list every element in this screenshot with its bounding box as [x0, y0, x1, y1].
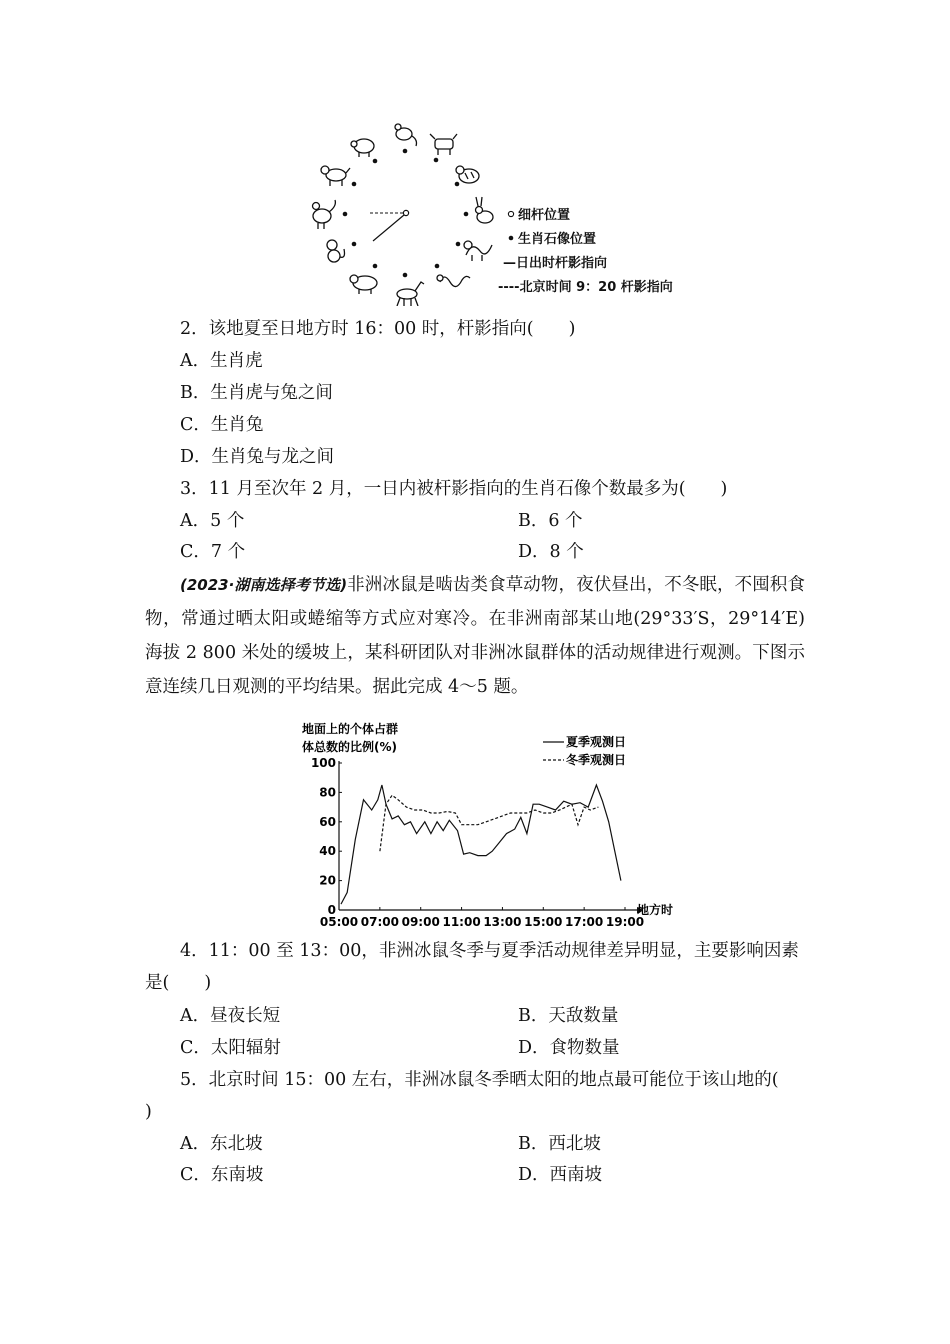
q4-option-c[interactable]: C．太阳辐射: [180, 1038, 281, 1058]
y-tick-label: 80: [319, 785, 336, 800]
q5-option-d[interactable]: D．西南坡: [518, 1165, 603, 1185]
legend-sunrise: —日出时杆影指向: [503, 256, 608, 271]
monkey-statue-icon: [327, 240, 345, 262]
q3-stem: 3．11 月至次年 2 月，一日内被杆影指向的生肖石像个数最多为( ): [180, 479, 728, 499]
rat-statue-icon: [395, 124, 417, 146]
rabbit-statue-icon: [476, 197, 494, 223]
q2-stem: 2．该地夏至日地方时 16：00 时，杆影指向( ): [180, 319, 576, 339]
dragon-statue-icon: [464, 241, 492, 261]
y-tick-label: 60: [319, 814, 336, 829]
legend-statue: 生肖石像位置: [518, 232, 597, 247]
x-tick-label: 07:00: [360, 915, 399, 929]
q3-option-a[interactable]: A．5 个: [180, 511, 245, 531]
y-tick-label: 20: [319, 873, 336, 888]
q4-stem-line1: 4．11：00 至 13：00，非洲冰鼠冬季与夏季活动规律差异明显，主要影响因素: [180, 941, 799, 961]
pig-statue-icon: [351, 139, 374, 157]
q3-option-c[interactable]: C．7 个: [180, 542, 246, 562]
x-tick-label: 15:00: [524, 915, 563, 929]
goat-statue-icon: [350, 275, 377, 294]
legend-beijing: ----北京时间 9：20 杆影指向: [498, 280, 673, 295]
pole-marker: [403, 210, 408, 215]
q2-option-c[interactable]: C．生肖兔: [180, 415, 264, 435]
dog-statue-icon: [321, 166, 350, 186]
q2-option-d[interactable]: D．生肖兔与龙之间: [180, 447, 335, 467]
q4-option-a[interactable]: A．昼夜长短: [180, 1006, 281, 1026]
q5-stem-line2: ): [145, 1102, 152, 1122]
x-tick-label: 19:00: [605, 915, 645, 929]
chart-xlabel: 地方时: [637, 903, 674, 917]
q5-option-a[interactable]: A．东北坡: [180, 1134, 263, 1154]
q3-option-b[interactable]: B．6 个: [518, 511, 583, 531]
q3-option-d[interactable]: D．8 个: [518, 542, 584, 562]
q4-option-b[interactable]: B．天敌数量: [518, 1006, 619, 1026]
q4-stem-line2: 是( ): [145, 973, 212, 993]
x-tick-label: 11:00: [442, 915, 481, 929]
horse-statue-icon: [397, 282, 424, 306]
x-tick-label: 05:00: [319, 915, 359, 929]
q5-option-b[interactable]: B．西北坡: [518, 1134, 601, 1154]
q5-option-c[interactable]: C．东南坡: [180, 1165, 264, 1185]
legend-pole: 细杆位置: [518, 208, 571, 223]
y-tick-label: 0: [327, 903, 336, 917]
snake-statue-icon: [437, 275, 470, 287]
summer-series-line: [341, 785, 621, 904]
y-tick-label: 40: [319, 844, 336, 859]
zodiac-figure: [300, 118, 700, 306]
chart-ylabel-2: 体总数的比例(%): [302, 740, 397, 754]
passage: [145, 568, 805, 704]
x-tick-label: 13:00: [483, 915, 522, 929]
passage-text: 非洲冰鼠是啮齿类食草动物，夜伏昼出，不冬眠，不囤积食物，常通过晒太阳或蜷缩等方式应对寒冷。在非洲南部某山地(29°33′S，29°14′E)海拔 2 800 米处的缓坡上，某科研团队对非洲冰鼠群体的活动规律进行观测。下图示意连续几日观测的平均结果。据此完成 4～5 题。: [145, 575, 805, 697]
sunrise-shadow-line: [373, 215, 404, 241]
passage-source: (2023·湖南选择考节选): [180, 576, 348, 594]
q2-option-a[interactable]: A．生肖虎: [180, 351, 263, 371]
winter-series-line: [380, 795, 599, 851]
q4-option-d[interactable]: D．食物数量: [518, 1038, 620, 1058]
q5-stem-line1: 5．北京时间 15：00 左右，非洲冰鼠冬季晒太阳的地点最可能位于该山地的(: [180, 1070, 779, 1090]
legend-summary: 夏季观测日: [566, 735, 627, 749]
ice-rat-activity-chart: [300, 718, 700, 940]
chart-ylabel-1: 地面上的个体占群: [302, 722, 399, 736]
q2-option-b[interactable]: B．生肖虎与兔之间: [180, 383, 333, 403]
y-tick-label: 100: [310, 756, 336, 770]
legend-winter: 冬季观测日: [566, 753, 627, 767]
tiger-statue-icon: [456, 166, 479, 183]
x-tick-label: 09:00: [401, 915, 440, 929]
x-tick-label: 17:00: [565, 915, 604, 929]
ox-statue-icon: [430, 134, 457, 155]
rooster-statue-icon: [313, 200, 336, 229]
